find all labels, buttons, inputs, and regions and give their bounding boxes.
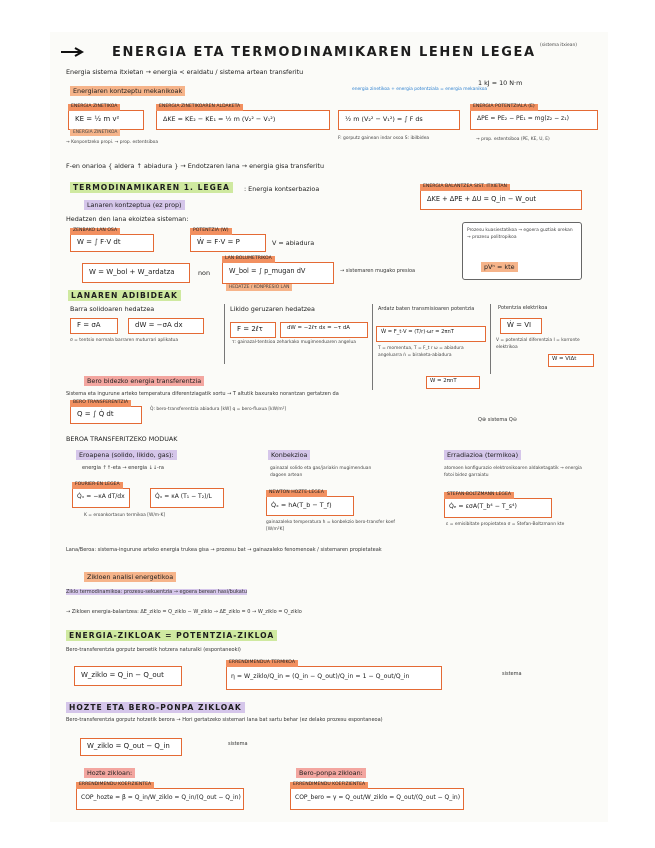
film-title: Likido geruzaren hedatzea xyxy=(230,305,315,313)
energy-balance-box: ENERGIA BALANTZEA SIST. ITXIETAN ΔKE + ΔPE + ΔU = Q_in − W_out xyxy=(420,190,582,210)
instant-work-box: ZENBAKO LAN OSA W = ∫ F·V dt xyxy=(70,234,154,252)
kinetic-change-box: ENERGIA ZINETIKOAREN ALDAKETA ΔKE = KE₂ − KE₁ = ½ m (V₂² − V₁²) xyxy=(156,110,330,130)
shaft-eq1-box: Ẇ = F_t·V = (T/r)·ωr = 2πnT xyxy=(376,326,486,342)
convection-title: Konbekzioa xyxy=(268,450,310,460)
kinetic-sub: ENERGIA ZINETIKOA xyxy=(70,129,120,136)
page-title: ENERGIA ETA TERMODINAMIKAREN LEHEN LEGEA xyxy=(112,45,536,60)
heat-sign: Q⊕ sistema Q⊖ xyxy=(478,417,517,423)
other-work-heading: LANAREN ADIBIDEAK xyxy=(68,290,181,301)
power-system-label: sistema xyxy=(502,671,522,677)
electric-notes: V = potentzial diferentzia I = korronte elektrikoa xyxy=(496,338,580,350)
intro-line: Energia sistema itxietan → energia < eraldatu / sistema artean transferitu xyxy=(66,68,304,76)
power-cycle-line: Bero-transferentzia gorputz beroetik hotzera naturalki (espontaneoki) xyxy=(66,647,241,653)
boundary-work-box: LAN BOLUMETRIKOA W_bol = ∫ p_mugan dV xyxy=(222,262,334,284)
fourier-box-2: Q̇ₓ = κA (T₁ − T₂)/L xyxy=(150,488,224,508)
work-note: F: gorputz gainean indar osoa S: ibilbidea xyxy=(338,136,430,141)
electric-title: Potentzia elektrikoa xyxy=(498,305,548,311)
title-side-note: (sistema itxiean) xyxy=(540,43,577,48)
shaft-title: Ardatz baten transmisioaren potentzia xyxy=(378,306,475,312)
electric-eq1-box: Ẇ = VI xyxy=(500,318,542,334)
modes-heading: BEROA TRANSFERITZEKO MODUAK xyxy=(66,435,178,443)
heat-rate-notes: Q̇: bero-transferentzia abiadura [kW] q = bero-fluxua [kW/m²] xyxy=(150,407,287,412)
power-cycle-box: W_ziklo = Q_in − Q_out xyxy=(74,666,182,686)
radiation-sub: ε = emisibitate propietatea σ = Stefan-Boltzmann kte xyxy=(446,522,565,527)
efficiency-box: ERRENDIMENDUA TERMIKOA η = W_ziklo/Q_in = (Q_in − Q_out)/Q_in = 1 − Q_out/Q_in xyxy=(226,666,442,690)
newton-box: NEWTON HOZTE-LEGEA Q̇ₓ = hA(T_b − T_f) xyxy=(266,496,354,516)
cop-heat-title: Bero-ponpa zikloan: xyxy=(296,768,366,778)
conduction-sub: K = eroankortasun termikoa [W/m·K] xyxy=(84,513,166,518)
surface-title: Barra solidoaren hedatzea xyxy=(70,305,155,313)
first-law-subtitle: : Energia kontserbazioa xyxy=(244,185,320,193)
fridge-line: Bero-transferentzia gorputz hotzetik berora → Hori gertatzeko sistemari lana bat sartu behar (ez delako prozesu espontaneoa) xyxy=(66,717,383,723)
cycles-line1: Ziklo termodinamikoa: prozesu-sekuentzia → egoera berean hasi/bukatu xyxy=(66,589,247,595)
units-note: 1 kJ = 10 N·m xyxy=(478,79,523,87)
cop-cool-box: ERRENDIMENDU KOEFIZIENTEA COP_hozte = β = Q_in/W_ziklo = Q_in/(Q_out − Q_in) xyxy=(76,788,244,810)
arrow-icon xyxy=(60,47,86,57)
total-work-box: W = W_bol + W_ardatza xyxy=(82,263,190,283)
surface-eq2-box: dW = −σA dx xyxy=(128,318,204,334)
kinetic-notes: → Konpontzeko propi. → prop. estentsiboa xyxy=(66,140,159,145)
non-word: non xyxy=(198,269,211,277)
mechanical-heading: Energiaren kontzeptu mekanikoak xyxy=(70,86,185,96)
film-eq2-box: dW = −2ℓτ dx = −τ dA xyxy=(280,322,368,338)
forces-line: F-en onarioa { aldera ↑ abiadura } → Endotzaren lana → energia gisa transferitu xyxy=(66,162,324,170)
conduction-title: Eroapena (solido, likido, gas): xyxy=(76,450,177,460)
cycles-line2: → Zikloen energia-balantzea: ΔE_ziklo = Q_ziklo − W_ziklo → ΔE_ziklo = 0 → W_ziklo = Q_ziklo xyxy=(66,609,302,615)
heat-rate-box: BERO TRANSFERENTZIA Q = ∫ Q̇ dt xyxy=(70,406,142,424)
heat-definition: Sistema eta ingurune arteko temperatura diferentziagatik sortu → T altutik baxurako norantzan gertatzen da xyxy=(66,391,339,397)
radiation-title: Erradiazioa (termikoa) xyxy=(444,450,521,460)
convection-note: gainazal solido eta gas/jariakin mugimenduan dagoen artean xyxy=(270,466,372,478)
surface-eq1-box: F = σA xyxy=(70,318,118,334)
power-note: V = abiadura xyxy=(272,239,315,247)
boundary-note: → sistemaren mugako presioa xyxy=(340,268,416,274)
work-energy-box: ½ m (V₂² − V₁²) = ∫ F ds xyxy=(338,110,460,130)
power-box: POTENTZIA (W) Ẇ = F·V = P xyxy=(190,234,266,252)
kinetic-energy-box: ENERGIA ZINETIKOA KE = ½ m v² xyxy=(68,110,144,130)
cycles-heading: Zikloen analisi energetikoa xyxy=(84,572,176,582)
convection-sub: gainazaleko temperatura h = konbekzio bero-transfer koef [W/m²K] xyxy=(266,520,395,532)
shaft-eq2-box: W = 2πnT xyxy=(426,376,480,389)
fridge-heading: HOZTE ETA BERO-PONPA ZIKLOAK xyxy=(66,702,245,713)
cop-cool-title: Hozte zikloan: xyxy=(84,768,135,778)
heat-heading: Bero bidezko energia transferentzia xyxy=(84,376,204,386)
work-done-line: Hedatzen den lana ekoiztea sisteman: xyxy=(66,215,189,223)
power-cycle-heading: ENERGIA-ZIKLOAK = POTENTZIA-ZIKLOA xyxy=(66,630,277,641)
work-concept: Lanaren kontzeptua (ez prop) xyxy=(84,200,185,210)
stefan-box: STEFAN-BOLTZMANN LEGEA Q̇ₑ = εσA(T_b⁴ − T_s⁴) xyxy=(444,498,552,518)
fridge-system-label: sistema xyxy=(228,741,248,747)
fridge-box: W_ziklo = Q_out − Q_in xyxy=(80,738,182,756)
mechanical-note: energia zinetikoa + energia potentziala = energia mekanikoa xyxy=(352,87,488,92)
boundary-sub: HEDATZE / KONPRESIO LAN xyxy=(226,284,292,291)
heat-summary: Lana/Beroa: sistema-ingurune arteko energia trukea gisa → prozesu bat → gainazaleko fenomenoak / sistemaren propietateak xyxy=(66,547,382,553)
film-note: τ: gainazal-tentsioa zeharkako mugimenduaren angelua xyxy=(232,340,356,345)
potential-note: → prop. estentsiboa (PE, KE, U, E) xyxy=(476,137,550,142)
shaft-notes: T = momentua, T = F_t r ω = abiadura angeluarra ṅ = biraketa-abiadura xyxy=(378,346,464,358)
electric-eq2-box: W = VIΔt xyxy=(548,354,594,367)
radiation-note: atomoen konfigurazio elektronikoaren aldaketagatik → energia fotoi bidez garraiatu xyxy=(444,466,582,478)
fourier-box-1: FOURIER-EN LEGEA Q̇ₓ = −κA dT/dx xyxy=(72,488,130,508)
film-eq1-box: F = 2ℓτ xyxy=(230,322,276,338)
first-law-heading: TERMODINAMIKAREN 1. LEGEA xyxy=(70,182,233,193)
potential-energy-box: ENERGIA POTENTZIALA (E) ΔPE = PE₂ − PE₁ = mg(z₂ − z₁) xyxy=(470,110,598,130)
surface-note: σ = tentsio normala barraren muturrari aplikatua xyxy=(70,338,179,343)
quasi-static-card: Prozesu kuasiestatikoa → egoera guztiak orekan → prozesu politropikoa pVⁿ = kte xyxy=(462,222,582,280)
conduction-note: energia ↑↑-eta → energia ↓↓-ra xyxy=(82,465,164,471)
cop-heat-box: ERRENDIMENDU KOEFIZIENTEA COP_bero = γ = Q_out/W_ziklo = Q_out/(Q_out − Q_in) xyxy=(290,788,464,810)
